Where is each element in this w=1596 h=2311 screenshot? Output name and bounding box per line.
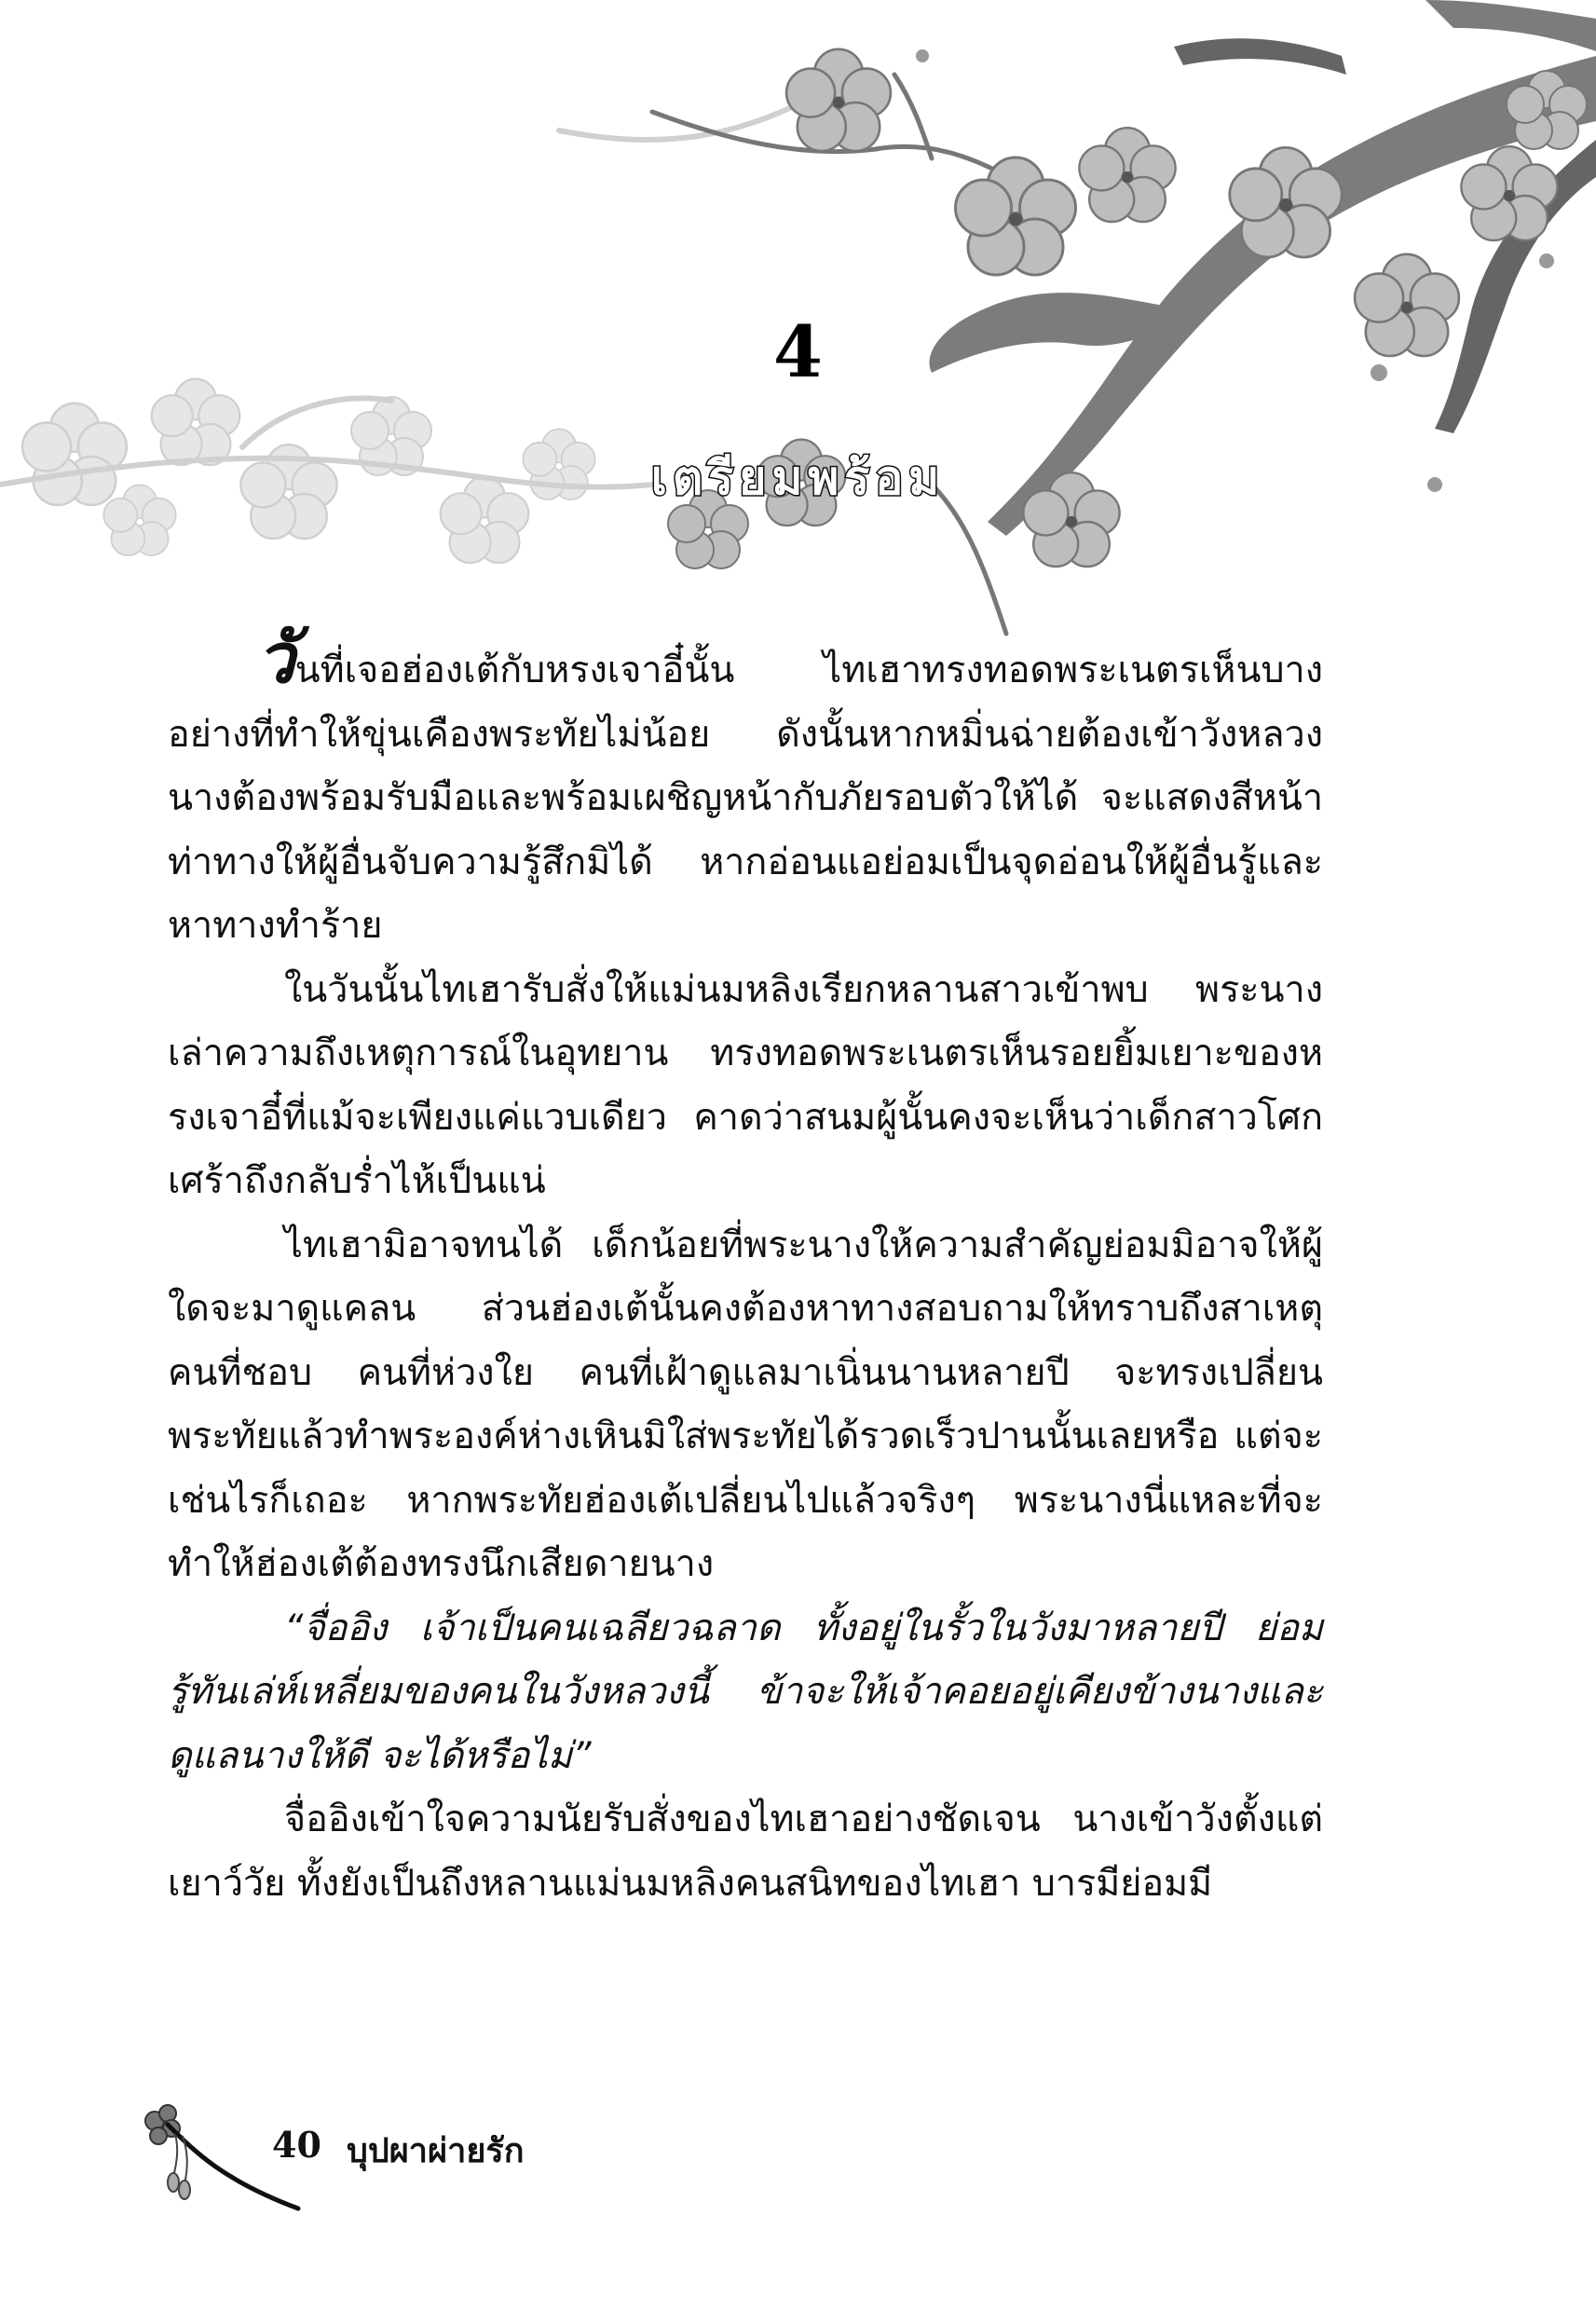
paragraph-2: ในวันนั้นไทเฮารับสั่งให้แม่นมหลิงเรียกหลานสาวเข้าพบ พระนางเล่าความถึงเหตุการณ์ในอุทยาน ทรงทอดพระเนตรเห็นรอยยิ้มเยาะของหรงเจาอี๋ที่แม้จะเพียงแค่แวบเดียว คาดว่าสนมผู้นั้นคงจะเห็นว่าเด็กสาวโศกเศร้าถึงกลับร่ำไห้เป็นแน่: [168, 967, 1323, 1202]
chapter-number: 4: [773, 310, 823, 393]
paragraph-5: จื่ออิงเข้าใจความนัยรับสั่งของไทเฮาอย่างชัดเจน นางเข้าวังตั้งแต่เยาว์วัย ทั้งยังเป็นถึงหลานแม่นมหลิงคนสนิทของไทเฮา บารมีย่อมมี: [168, 1798, 1323, 1905]
paragraph-3: ไทเฮามิอาจทนได้ เด็กน้อยที่พระนางให้ความสำคัญย่อมมิอาจให้ผู้ใดจะมาดูแคลน ส่วนฮ่องเต้นั้นคงต้องหาทางสอบถามให้ทราบถึงสาเหตุ คนที่ชอบ คนที่ห่วงใย คนที่เฝ้าดูแลมาเนิ่นนานหลายปี จะทรงเปลี่ยนพระทัยแล้วทำพระองค์ห่างเหินมิใส่พระทัยได้รวดเร็วปานนั้นเลยหรือ แต่จะเช่นไรก็เถอะ หากพระทัยฮ่องเต้เปลี่ยนไปแล้วจริงๆ พระนางนี่แหละที่จะทำให้ฮ่องเต้ต้องทรงนึกเสียดายนาง: [168, 1223, 1323, 1585]
paragraph-1: [168, 619, 1323, 958]
drop-cap: วั: [256, 619, 295, 699]
page-number: 40: [272, 2124, 321, 2166]
chapter-title: เตรียมพร้อม: [650, 450, 946, 505]
dialogue-paragraph: “จื่ออิง เจ้าเป็นคนเฉลียวฉลาด ทั้งอยู่ในรั้วในวังมาหลายปี ย่อมรู้ทันเล่ห์เหลี่ยมของคนในวังหลวงนี้ ข้าจะให้เจ้าคอยอยู่เคียงข้างนางและดูแลนางให้ดี จะได้หรือไม่”: [168, 1606, 1323, 1777]
book-title: บุปผาผ่ายรัก: [347, 2131, 525, 2170]
page-footer: [130, 2087, 615, 2218]
chapter-body: [168, 619, 1323, 1915]
paragraph-1-text: นที่เจอฮ่องเต้กับหรงเจาอี๋นั้น ไทเฮาทรงทอดพระเนตรเห็นบางอย่างที่ทำให้ขุ่นเคืองพระทัยไม่น้อย ดังนั้นหากหมิ่นฉ่ายต้องเข้าวังหลวง นางต้องพร้อมรับมือและพร้อมเผชิญหน้ากับภัยรอบตัวให้ได้ จะแสดงสีหน้าท่าทางให้ผู้อื่นจับความรู้สึกมิได้ หากอ่อนแอย่อมเป็นจุดอ่อนให้ผู้อื่นรู้และหาทางทำร้าย: [168, 649, 1323, 947]
